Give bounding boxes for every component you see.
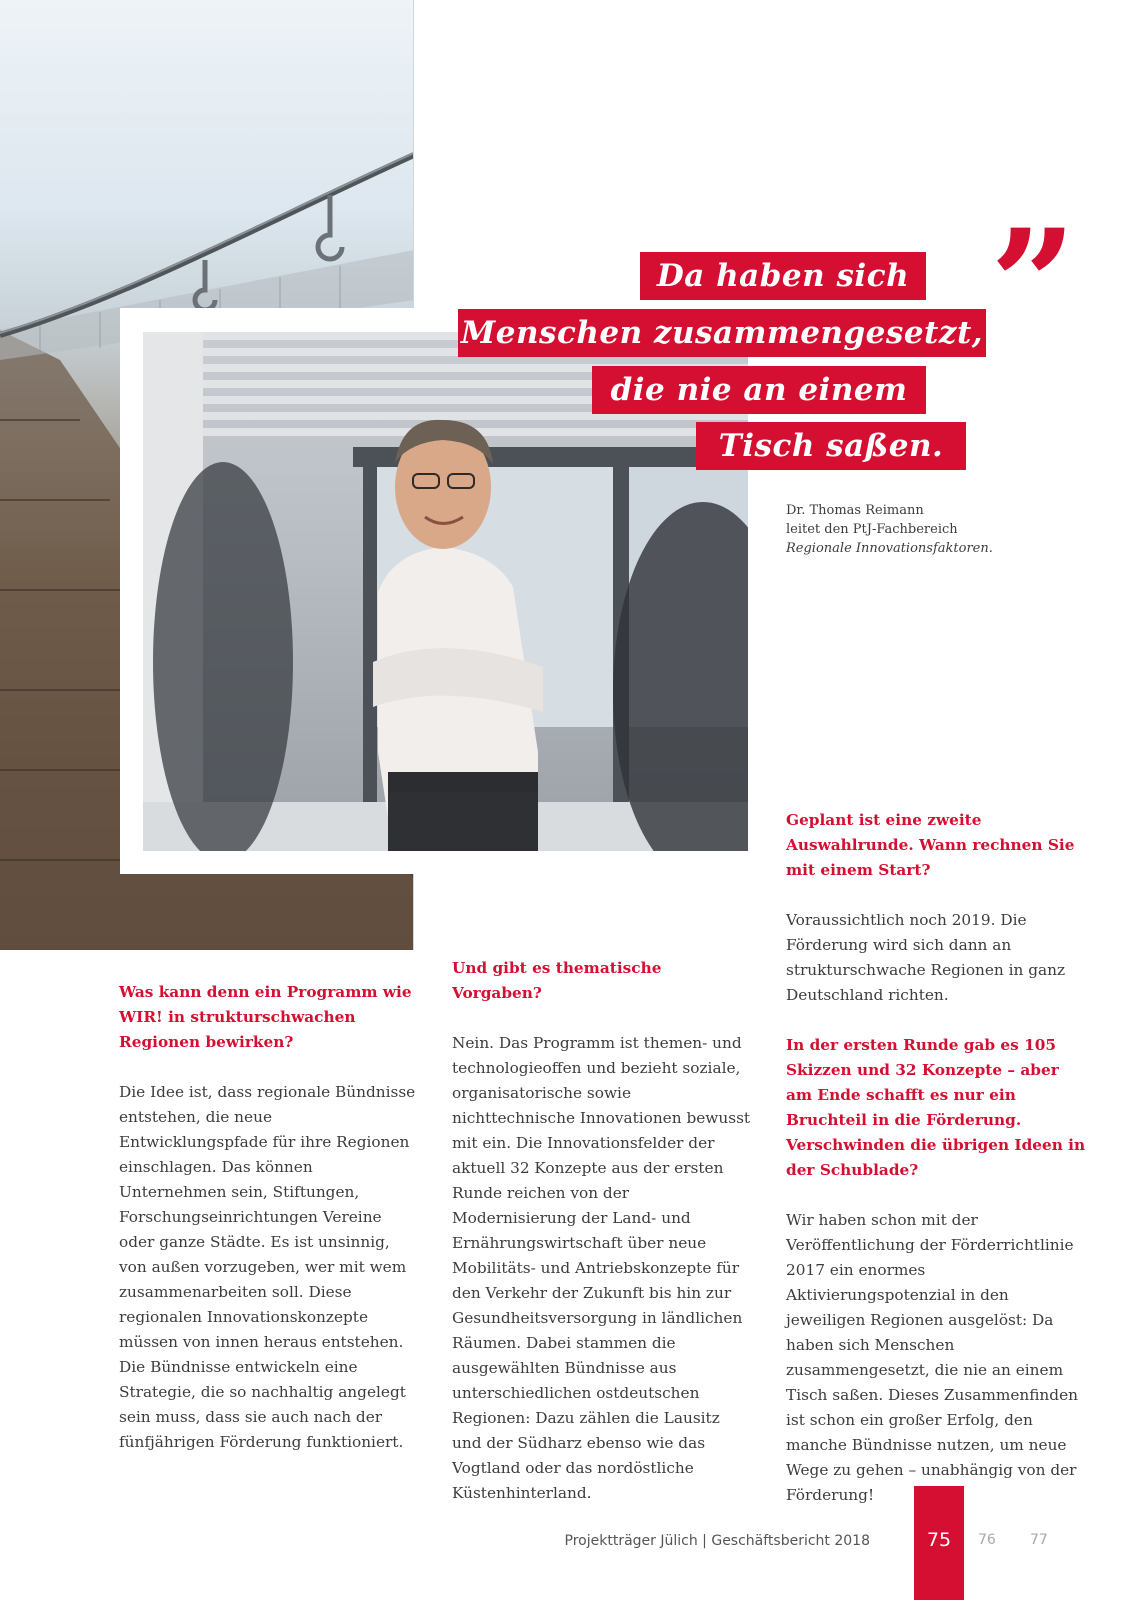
column-3	[786, 808, 1086, 1533]
photo-caption	[786, 501, 1086, 558]
footer-publication: Projektträger Jülich | Geschäftsbericht 2018	[564, 1533, 870, 1549]
question-4: In der ersten Runde gab es 105 Skizzen und 32 Konzepte – aber am Ende schafft es nur ein Bruchteil in die Förderung. Verschwinden die übrigen Ideen in der Schublade?	[786, 1036, 1086, 1179]
pull-quote-line-3: die nie an einem	[592, 366, 926, 414]
pull-quote-line-1: Da haben sich	[640, 252, 926, 300]
caption-department: Regionale Innovationsfaktoren.	[786, 541, 993, 556]
answer-2: Nein. Das Programm ist themen- und technologieoffen und bezieht soziale, organisatorische sowie nichttechnische Innovationen bewusst mit ein. Die Innovationsfelder der aktuell 32 Konzepte aus der ersten Runde reichen von der Modernisierung der Land- und Ernährungswirtschaft über neue Mobilitäts- und Antriebskonzepte für den Verkehr der Zukunft bis hin zur Gesundheitsversorgung in ländlichen Räumen. Dabei stammen die ausgewählten Bündnisse aus unterschiedlichen ostdeutschen Regionen: Dazu zählen die Lausitz und der Südharz ebenso wie das Vogtland oder das nordöstliche Küstenhinterland.	[452, 1034, 751, 1502]
question-3: Geplant ist eine zweite Auswahlrunde. Wann rechnen Sie mit einem Start?	[786, 811, 1075, 879]
answer-4: Wir haben schon mit der Veröffentlichung der Förderrichtlinie 2017 ein enormes Aktivierungspotenzial in den jeweiligen Regionen ausgelöst: Da haben sich Menschen zusammengesetzt, die nie an einem Tisch saßen. Dieses Zusammenfinden ist schon ein großer Erfolg, den manche Bündnisse nutzen, um neue Wege zu gehen – unabhängig von der Förderung!	[786, 1211, 1078, 1504]
question-1: Was kann denn ein Programm wie WIR! in strukturschwachen Regionen bewirken?	[119, 983, 412, 1051]
page-link-77[interactable]: 77	[1030, 1532, 1048, 1548]
question-2: Und gibt es thematische Vorgaben?	[452, 959, 662, 1002]
pull-quote-line-4: Tisch saßen.	[696, 422, 966, 470]
caption-name: Dr. Thomas Reimann	[786, 503, 924, 518]
quotation-mark-icon: ”	[990, 197, 1077, 373]
answer-1: Die Idee ist, dass regionale Bündnisse entstehen, die neue Entwicklungspfade für ihre Regionen einschlagen. Das können Unternehmen sein, Stiftungen, Forschungseinrichtungen Vereine oder ganze Städte. Es ist unsinnig, von außen vorzugeben, wer mit wem zusammenarbeiten soll. Diese regionalen Innovationskonzepte müssen von innen heraus entstehen. Die Bündnisse entwickeln eine Strategie, die so nachhaltig angelegt sein muss, dass sie auch nach der fünfjährigen Förderung funktioniert.	[119, 1083, 416, 1451]
current-page-number[interactable]: 75	[914, 1486, 964, 1600]
pull-quote-line-2: Menschen zusammengesetzt,	[458, 309, 986, 357]
caption-role: leitet den PtJ-Fachbereich	[786, 522, 958, 537]
answer-3: Voraussichtlich noch 2019. Die Förderung wird sich dann an strukturschwache Regionen in ganz Deutschland richten.	[786, 911, 1066, 1004]
column-2	[452, 956, 752, 1531]
column-1	[119, 980, 419, 1480]
page-link-76[interactable]: 76	[978, 1532, 996, 1548]
